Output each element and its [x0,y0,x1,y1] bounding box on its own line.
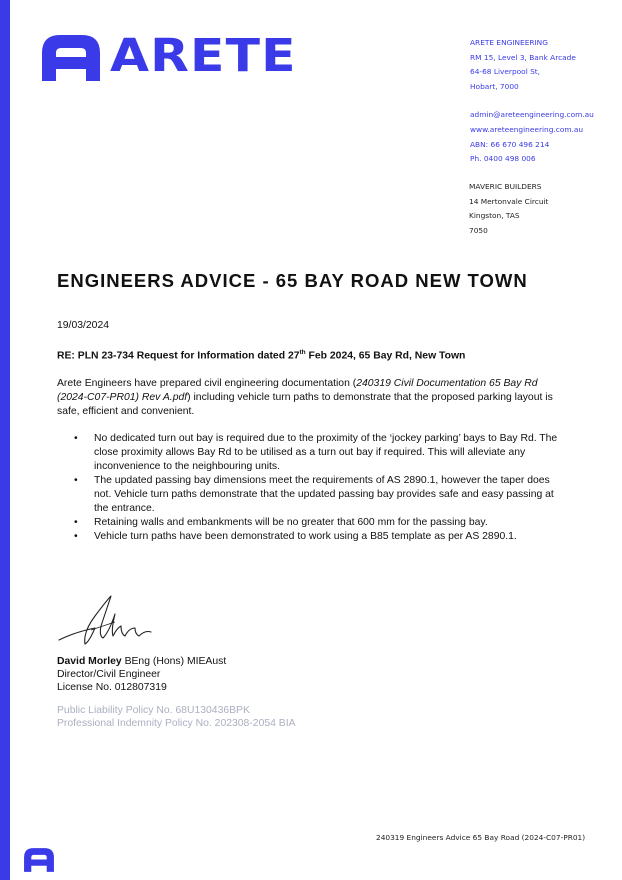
professional-indemnity-policy: Professional Indemnity Policy No. 202308-2054 BIA [57,718,296,729]
list-item: • Vehicle turn paths have been demonstrated to work using a B85 template as per AS 2890.1. [57,530,565,544]
signer-name: David Morley [57,656,122,667]
company-abn: ABN: 66 670 496 214 [470,139,550,149]
company-logo [38,29,297,82]
recipient-name: MAVERIC BUILDERS [469,182,542,191]
subject-prefix: RE: PLN 23-734 Request for Information dated 27 [57,350,300,362]
intro-text: Arete Engineers have prepared civil engineering documentation ( [57,378,357,389]
arete-arch-icon [22,846,56,872]
arete-arch-icon [38,31,104,81]
signer-credentials: BEng (Hons) MIEAust [121,656,227,667]
intro-text: ) including vehicle turn paths to demonstrate that the proposed parking layout is safe, efficient and convenient. [57,392,553,417]
public-liability-policy: Public Liability Policy No. 68U130436BPK [57,705,250,716]
handwritten-signature [55,592,165,647]
signer-name-line [57,655,226,668]
document-title: ENGINEERS ADVICE - 65 BAY ROAD NEW TOWN [57,270,528,291]
recipient-address-line: Kingston, TAS [469,211,520,221]
document-reference: 240319 Civil Documentation 65 Bay Rd (2024-C07-PR01) Rev A.pdf [57,378,538,403]
page-accent-bar [0,0,10,880]
subject-suffix: Feb 2024, 65 Bay Rd, New Town [305,350,466,362]
list-item: • No dedicated turn out bay is required due to the proximity of the ‘jockey parking’ bays to Bay Rd. The close proximity allows Bay Rd to be utilised as a turn out bay if required. This will alleviate any inconvenience to the neighbouring units. [57,432,565,474]
recipient-address-line: 14 Mertonvale Circuit [469,196,549,206]
company-phone: Ph. 0400 498 006 [470,154,536,164]
list-item: • Retaining walls and embankments will be no greater that 600 mm for the passing bay. [57,516,565,530]
signer-role: Director/Civil Engineer [57,669,161,680]
insurance-policies [57,704,296,730]
brand-name: ARETE [110,29,297,82]
subject-line [57,349,465,361]
footer-reference: 240319 Engineers Advice 65 Bay Road (2024-C07-PR01) [376,833,586,842]
company-address-line: RM 15, Level 3, Bank Arcade [470,52,576,62]
company-name: ARETE ENGINEERING [470,38,548,47]
signer-block [57,655,226,694]
company-address-line: 64-68 Liverpool St, [470,67,541,77]
subject-ordinal: th [299,349,306,356]
signer-license: License No. 012807319 [57,682,167,693]
list-item: • The updated passing bay dimensions meet the requirements of AS 2890.1, however the taper does not. Vehicle turn paths demonstrate that the updated passing bay provides safe and easy passing at the entrance. [57,474,565,516]
company-email: admin@areteengineering.com.au [470,110,594,120]
company-address-line: Hobart, 7000 [470,81,519,91]
company-website: www.areteengineering.com.au [470,124,584,134]
recipient-address-line: 7050 [469,225,488,235]
document-date: 19/03/2024 [57,320,110,331]
advice-list [57,432,565,544]
company-address-block [470,36,594,167]
recipient-address-block [469,180,548,238]
intro-paragraph [57,377,562,419]
